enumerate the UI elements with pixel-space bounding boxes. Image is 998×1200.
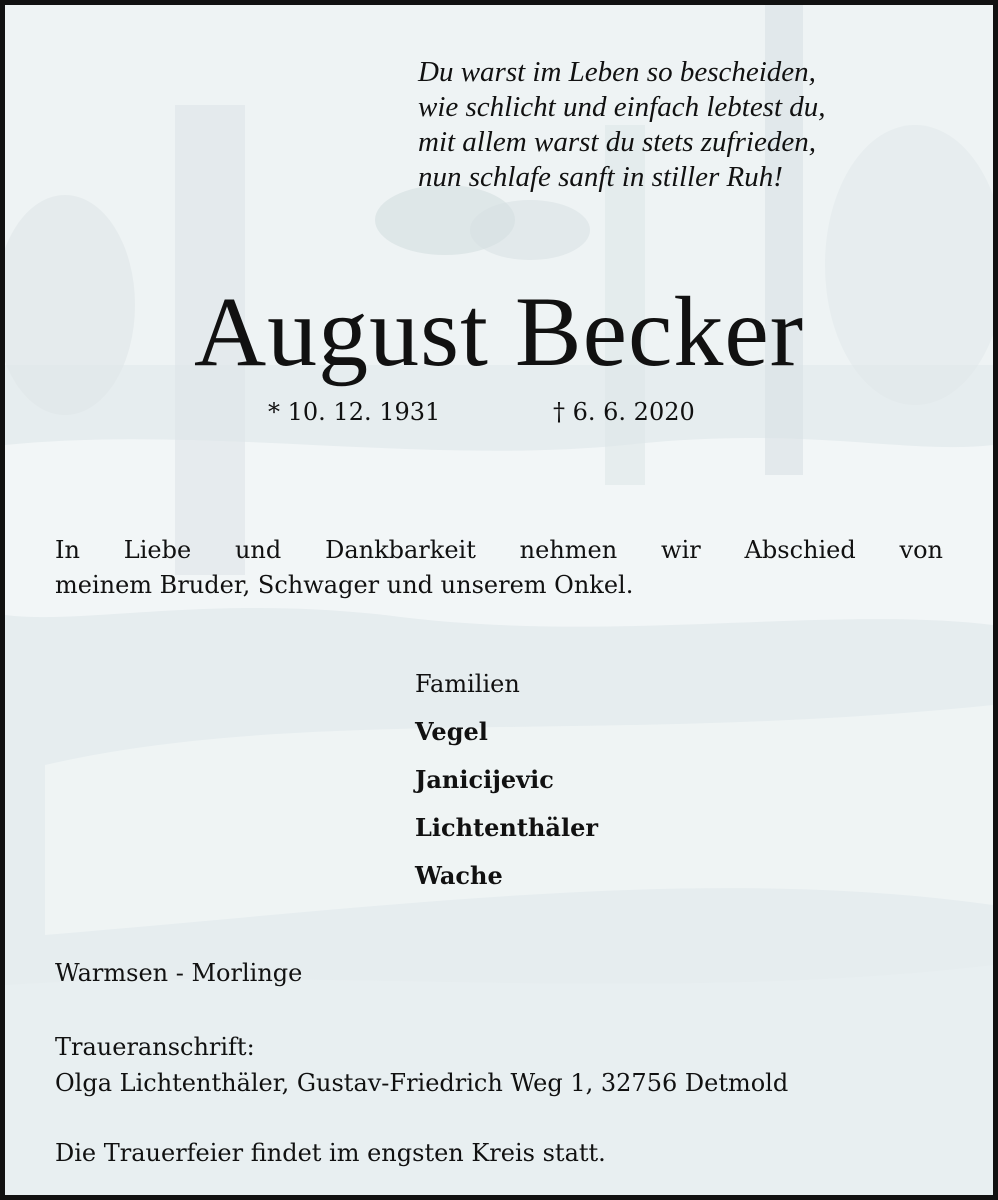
farewell-line: In Liebe und Dankbarkeit nehmen wir Abschied von (55, 536, 943, 564)
address-label: Traueranschrift: (55, 1033, 255, 1061)
poem-line: mit allem warst du stets zufrieden, (418, 126, 816, 158)
ceremony-note: Die Trauerfeier findet im engsten Kreis statt. (55, 1139, 606, 1167)
family-name: Janicijevic (415, 765, 554, 794)
families-list (415, 660, 598, 900)
place-line: Warmsen - Morlinge (55, 959, 303, 987)
family-name: Wache (415, 861, 503, 890)
address-value: Olga Lichtenthäler, Gustav-Friedrich Weg 1, 32756 Detmold (55, 1069, 789, 1097)
memorial-poem (418, 55, 826, 195)
family-name: Lichtenthäler (415, 813, 598, 842)
farewell-text (55, 533, 943, 603)
deceased-name: August Becker (193, 276, 805, 387)
death-date: † 6. 6. 2020 (553, 398, 695, 426)
families-heading: Familien (415, 670, 520, 698)
notice-content (5, 5, 993, 1195)
poem-line: Du warst im Leben so bescheiden, (418, 56, 816, 88)
family-name: Vegel (415, 717, 488, 746)
mourning-address (55, 1029, 788, 1101)
birth-date: * 10. 12. 1931 (268, 398, 441, 426)
farewell-line: meinem Bruder, Schwager und unserem Onkel. (55, 571, 634, 599)
poem-line: nun schlafe sanft in stiller Ruh! (418, 161, 783, 193)
poem-line: wie schlicht und einfach lebtest du, (418, 91, 826, 123)
